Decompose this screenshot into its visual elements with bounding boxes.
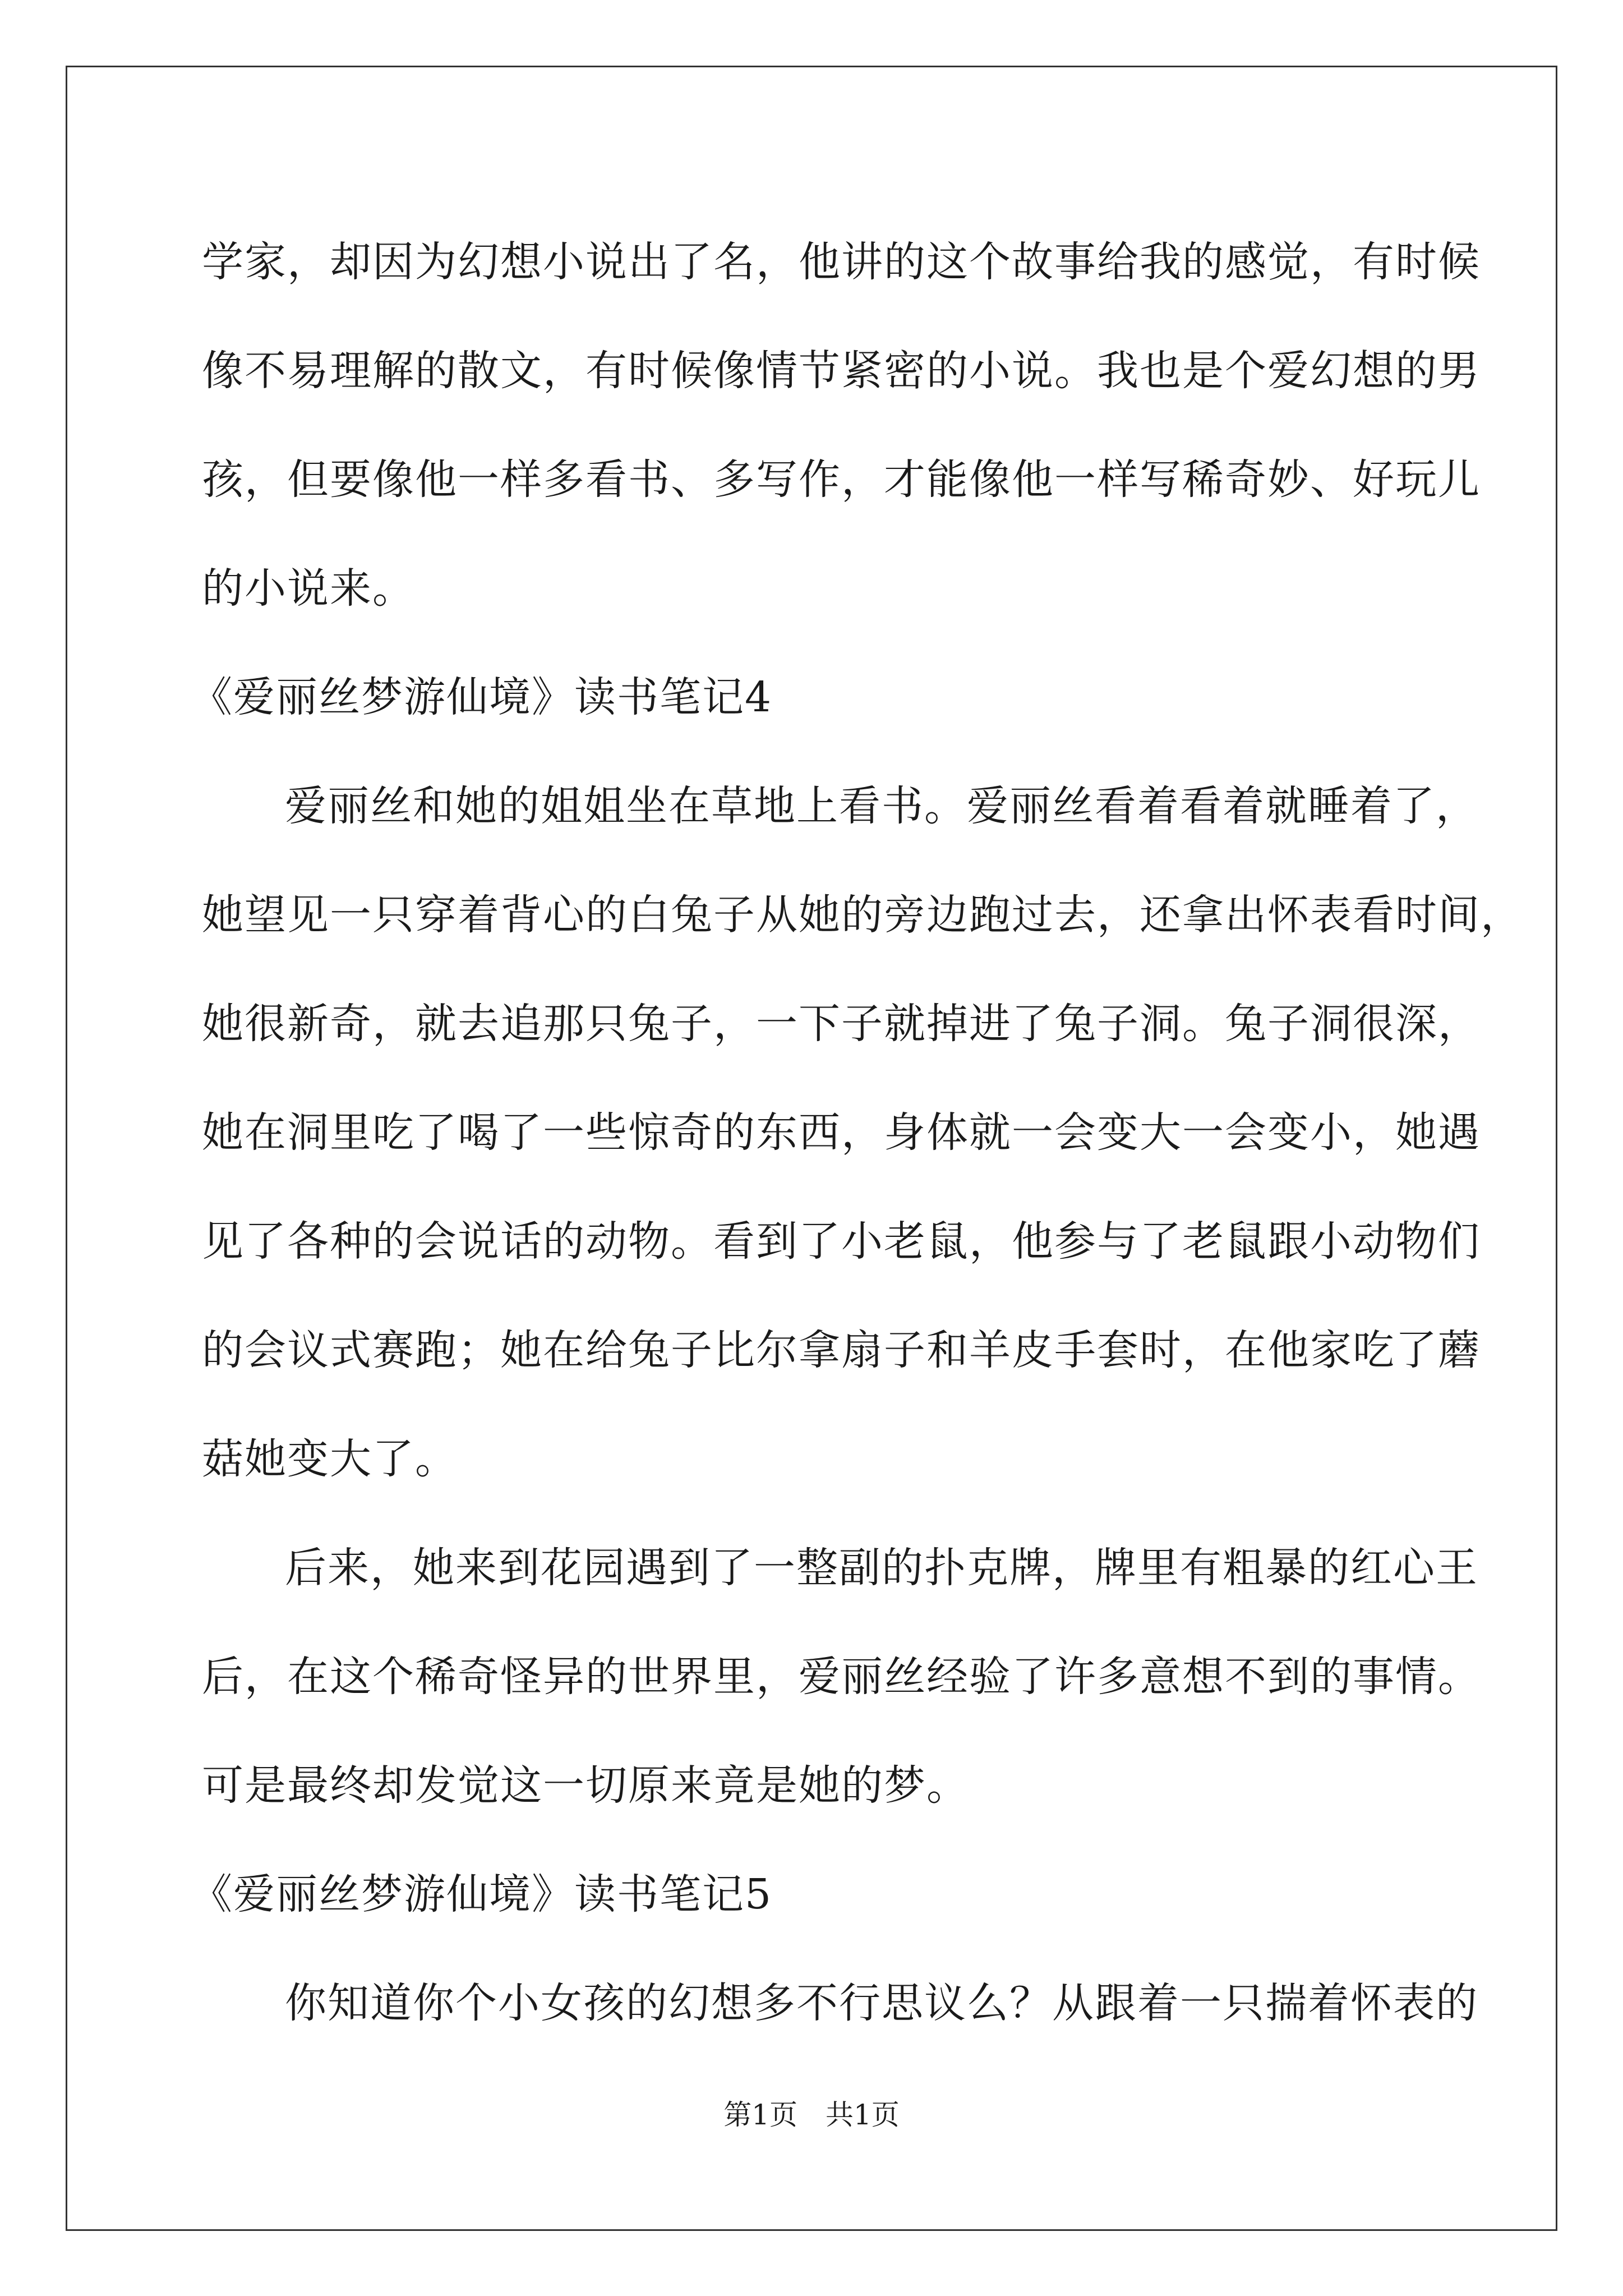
document-body: [191, 208, 1523, 2058]
text-line: 后来，她来到花园遇到了一整副的扑克牌，牌里有粗暴的红心王: [285, 1544, 1478, 1592]
text-line: 她很新奇，就去追那只兔子，一下子就掉进了兔子洞。兔子洞很深，: [202, 1000, 1481, 1048]
text-line: 菇她变大了。: [202, 1435, 458, 1483]
section5-paragraph-1: [202, 1949, 1478, 2058]
text-line: 她在洞里吃了喝了一些惊奇的东西，身体就一会变大一会变小，她遇: [202, 1108, 1481, 1157]
text-line: 见了各种的会说话的动物。看到了小老鼠，他参与了老鼠跟小动物们: [202, 1217, 1481, 1266]
text-line: 她望见一只穿着背心的白兔子从她的旁边跑过去，还拿出怀表看时间，: [202, 891, 1523, 939]
section-heading-5: 《爱丽丝梦游仙境》读书笔记5: [191, 1870, 773, 1918]
text-line: 爱丽丝和她的姐姐坐在草地上看书。爱丽丝看着看着就睡着了，: [285, 782, 1478, 830]
text-line: 孩，但要像他一样多看书、多写作，才能像他一样写稀奇妙、好玩儿: [202, 455, 1481, 504]
section4-paragraph-2: [202, 1513, 1481, 1840]
page-number-footer: 第1页 共1页: [723, 2099, 900, 2131]
paragraph-intro: [202, 208, 1481, 643]
text-line: 后，在这个稀奇怪异的世界里，爱丽丝经验了许多意想不到的事情。: [202, 1653, 1481, 1701]
text-line: 的会议式赛跑；她在给兔子比尔拿扇子和羊皮手套时，在他家吃了蘑: [202, 1326, 1481, 1374]
text-line: 的小说来。: [202, 564, 415, 613]
section-heading-4: 《爱丽丝梦游仙境》读书笔记4: [191, 673, 773, 721]
text-line: 学家，却因为幻想小说出了名，他讲的这个故事给我的感觉，有时候: [202, 238, 1481, 286]
text-line: 可是最终却发觉这一切原来竟是她的梦。: [202, 1761, 969, 1810]
text-line: 像不易理解的散文，有时候像情节紧密的小说。我也是个爱幻想的男: [202, 347, 1481, 395]
text-line: 你知道你个小女孩的幻想多不行思议么？从跟着一只揣着怀表的: [285, 1979, 1478, 2027]
section4-paragraph-1: [202, 752, 1523, 1513]
